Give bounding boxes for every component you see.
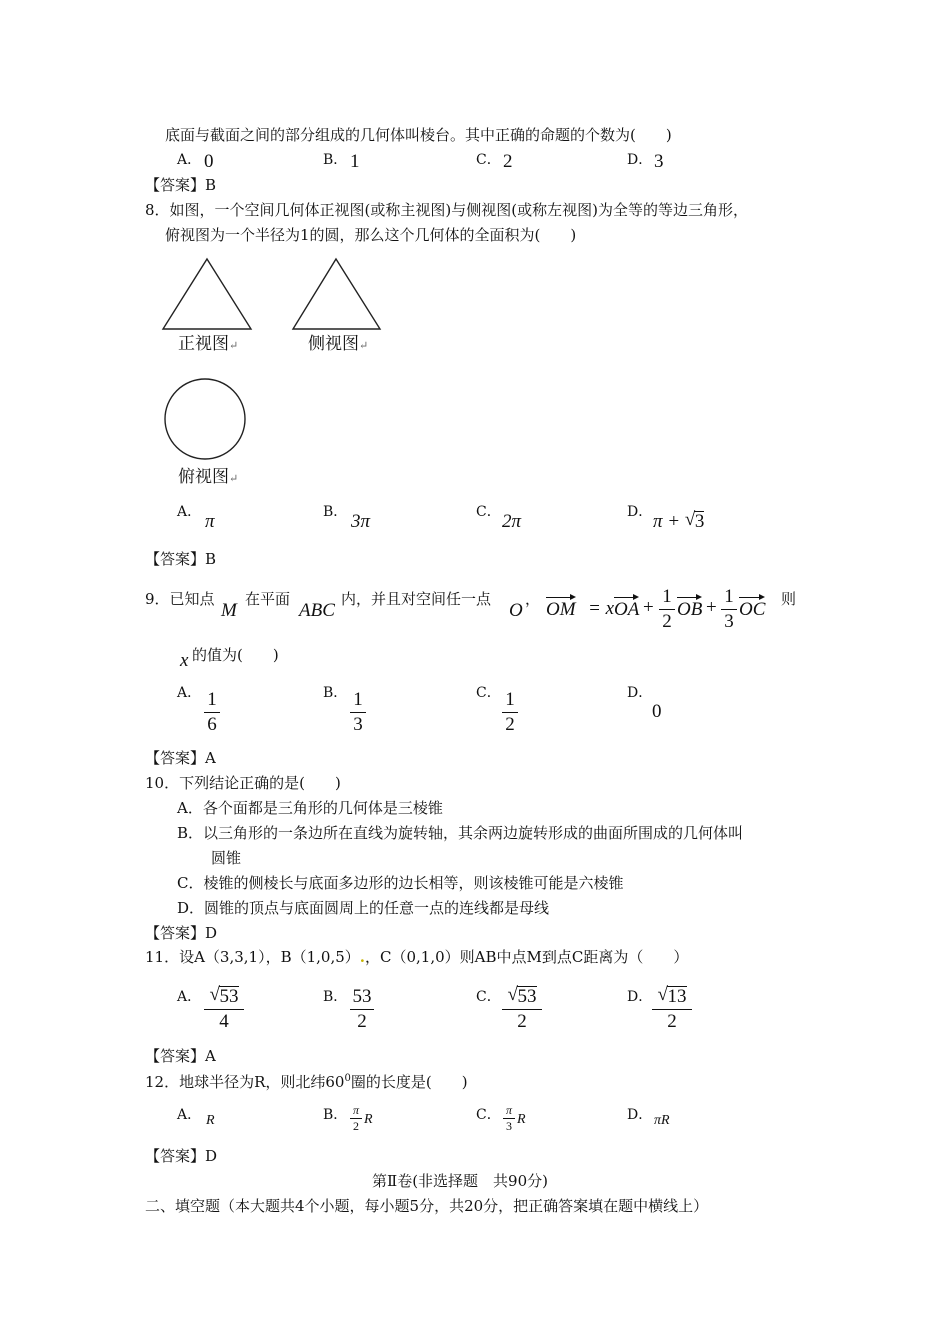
- side-view-caption: 侧视图: [308, 334, 359, 354]
- q11-stem: 11．设A（3,3,1），B（1,0,5）.，C（0,1,0）则AB中点M到点C距离为（ ）: [145, 948, 689, 966]
- q12-stem: 12．地球半径为R，则北纬$60^0$圈的长度是( ): [145, 1073, 468, 1091]
- q7-option-a-value: 0: [204, 151, 214, 172]
- q8-stem-line1: 8．如图，一个空间几何体正视图(或称主视图)与侧视图(或称左视图)为全等的等边三角形，: [145, 201, 748, 219]
- q7-option-c-value: 2: [503, 151, 513, 172]
- q9-option-d-value: 0: [652, 701, 662, 722]
- q9-stem-mid1: 在平面: [245, 590, 291, 608]
- q8-option-b-letter: B．: [323, 504, 348, 520]
- q9-option-a-letter: A．: [177, 685, 202, 701]
- q10-answer: 【答案】D: [145, 924, 218, 942]
- q12-option-a-letter: A．: [177, 1107, 202, 1123]
- q7-option-d-value: 3: [654, 151, 664, 172]
- q9-plus-2: +: [706, 597, 717, 618]
- q8-option-d-value: π + √ 3: [653, 509, 705, 532]
- q9-comma: ，: [525, 590, 541, 608]
- q9-option-d-letter: D．: [627, 685, 653, 701]
- fill-in-section-heading: 二、填空题（本大题共4个小题，每小题5分，共20分，把正确答案填在题中横线上）: [145, 1197, 709, 1215]
- q12-option-c-letter: C．: [476, 1107, 501, 1123]
- q7-stem-tail: 底面与截面之间的部分组成的几何体叫棱台。其中正确的命题的个数为( ): [165, 126, 672, 144]
- top-view-circle: [160, 376, 250, 464]
- q10-option-c: C．棱锥的侧棱长与底面多边形的边长相等，则该棱锥可能是六棱锥: [177, 874, 624, 892]
- q9-coef-third: 1 3: [721, 587, 737, 631]
- q9-option-a-value: 1 6: [204, 690, 220, 734]
- q9-vector-equation: [546, 597, 576, 619]
- q9-point-o: O: [509, 600, 523, 621]
- q8-option-b-value: 3π: [351, 511, 371, 532]
- q11-option-b-value: 53 2: [350, 987, 374, 1031]
- q9-var-x: x: [180, 650, 189, 671]
- return-mark-icon: ↵: [229, 339, 239, 352]
- q8-option-a-value: π: [205, 511, 215, 532]
- q12-superscript: 0: [344, 1073, 351, 1084]
- q11-option-a-letter: A．: [177, 989, 202, 1005]
- front-view-caption: 正视图: [178, 334, 229, 354]
- return-mark-icon: ↵: [229, 472, 239, 485]
- q11-option-a-value: √ 53 4: [204, 987, 244, 1031]
- q9-then: 则: [781, 590, 797, 608]
- q12-option-d-value: πR: [654, 1113, 670, 1128]
- q9-option-b-letter: B．: [323, 685, 348, 701]
- top-view-caption: 俯视图: [178, 467, 229, 487]
- q8-option-c-value: 2π: [502, 511, 522, 532]
- q8-option-c-letter: C．: [476, 504, 501, 520]
- q12-option-a-value: R: [206, 1113, 215, 1128]
- q12-option-c-fraction: π 3: [503, 1104, 515, 1132]
- q12-answer: 【答案】D: [145, 1147, 218, 1165]
- q9-answer: 【答案】A: [145, 749, 216, 767]
- q9-stem-mid2: 内，并且对空间任一点: [341, 590, 492, 608]
- q9-plane-abc: ABC: [299, 600, 335, 621]
- q9-eq-x: = x: [588, 598, 615, 619]
- q12-option-b-r: R: [364, 1112, 373, 1127]
- q7-option-b-value: 1: [350, 151, 360, 172]
- front-view-triangle: [160, 256, 255, 332]
- vector-om: OM: [546, 599, 576, 620]
- q7-option-d-letter: D．: [627, 152, 653, 168]
- q10-stem: 10．下列结论正确的是( ): [145, 774, 341, 792]
- q12-option-d-letter: D．: [627, 1107, 653, 1123]
- q7-option-a-letter: A．: [177, 152, 202, 168]
- q12-option-c-r: R: [517, 1112, 526, 1127]
- q10-option-b-line1: B．以三角形的一条边所在直线为旋转轴，其余两边旋转形成的曲面所围成的几何体叫: [177, 824, 744, 842]
- vector-oc: OC: [739, 599, 766, 620]
- q10-option-d: D．圆锥的顶点与底面圆周上的任意一点的连线都是母线: [177, 899, 550, 917]
- q9-plus-1: +: [643, 597, 654, 618]
- q9-point-m: M: [221, 600, 237, 621]
- q7-option-c-letter: C．: [476, 152, 501, 168]
- q10-option-b-line2: 圆锥: [211, 849, 242, 867]
- q11-option-d-value: √ 13 2: [652, 987, 692, 1031]
- q9-stem-lead: 9．已知点: [145, 590, 215, 608]
- vector-oa: OA: [614, 599, 640, 620]
- part2-title: 第Ⅱ卷(非选择题 共90分): [372, 1172, 548, 1190]
- q9-coef-half: 1 2: [659, 587, 675, 631]
- q11-option-c-value: √ 53 2: [502, 987, 542, 1031]
- q7-answer: 【答案】B: [145, 176, 217, 194]
- q8-stem-line2: 俯视图为一个半径为1的圆，那么这个几何体的全面积为( ): [165, 226, 577, 244]
- vector-ob: OB: [677, 599, 703, 620]
- q7-option-b-letter: B．: [323, 152, 348, 168]
- return-mark-icon: ↵: [359, 339, 369, 352]
- q11-option-c-letter: C．: [476, 989, 501, 1005]
- q9-option-b-value: 1 3: [350, 690, 366, 734]
- q12-option-b-fraction: π 2: [350, 1104, 362, 1132]
- q8-option-d-letter: D．: [627, 504, 653, 520]
- q10-option-a: A．各个面都是三角形的几何体是三棱锥: [177, 799, 443, 817]
- q8-answer: 【答案】B: [145, 550, 217, 568]
- q12-option-b-letter: B．: [323, 1107, 348, 1123]
- q9-option-c-value: 1 2: [502, 690, 518, 734]
- q11-option-d-letter: D．: [627, 989, 653, 1005]
- highlight-dot: .: [359, 948, 366, 966]
- q11-option-b-letter: B．: [323, 989, 348, 1005]
- q11-answer: 【答案】A: [145, 1047, 216, 1065]
- side-view-triangle: [290, 256, 385, 332]
- q8-option-a-letter: A．: [177, 504, 202, 520]
- q9-stem-line2: 的值为( ): [192, 646, 279, 664]
- q9-option-c-letter: C．: [476, 685, 501, 701]
